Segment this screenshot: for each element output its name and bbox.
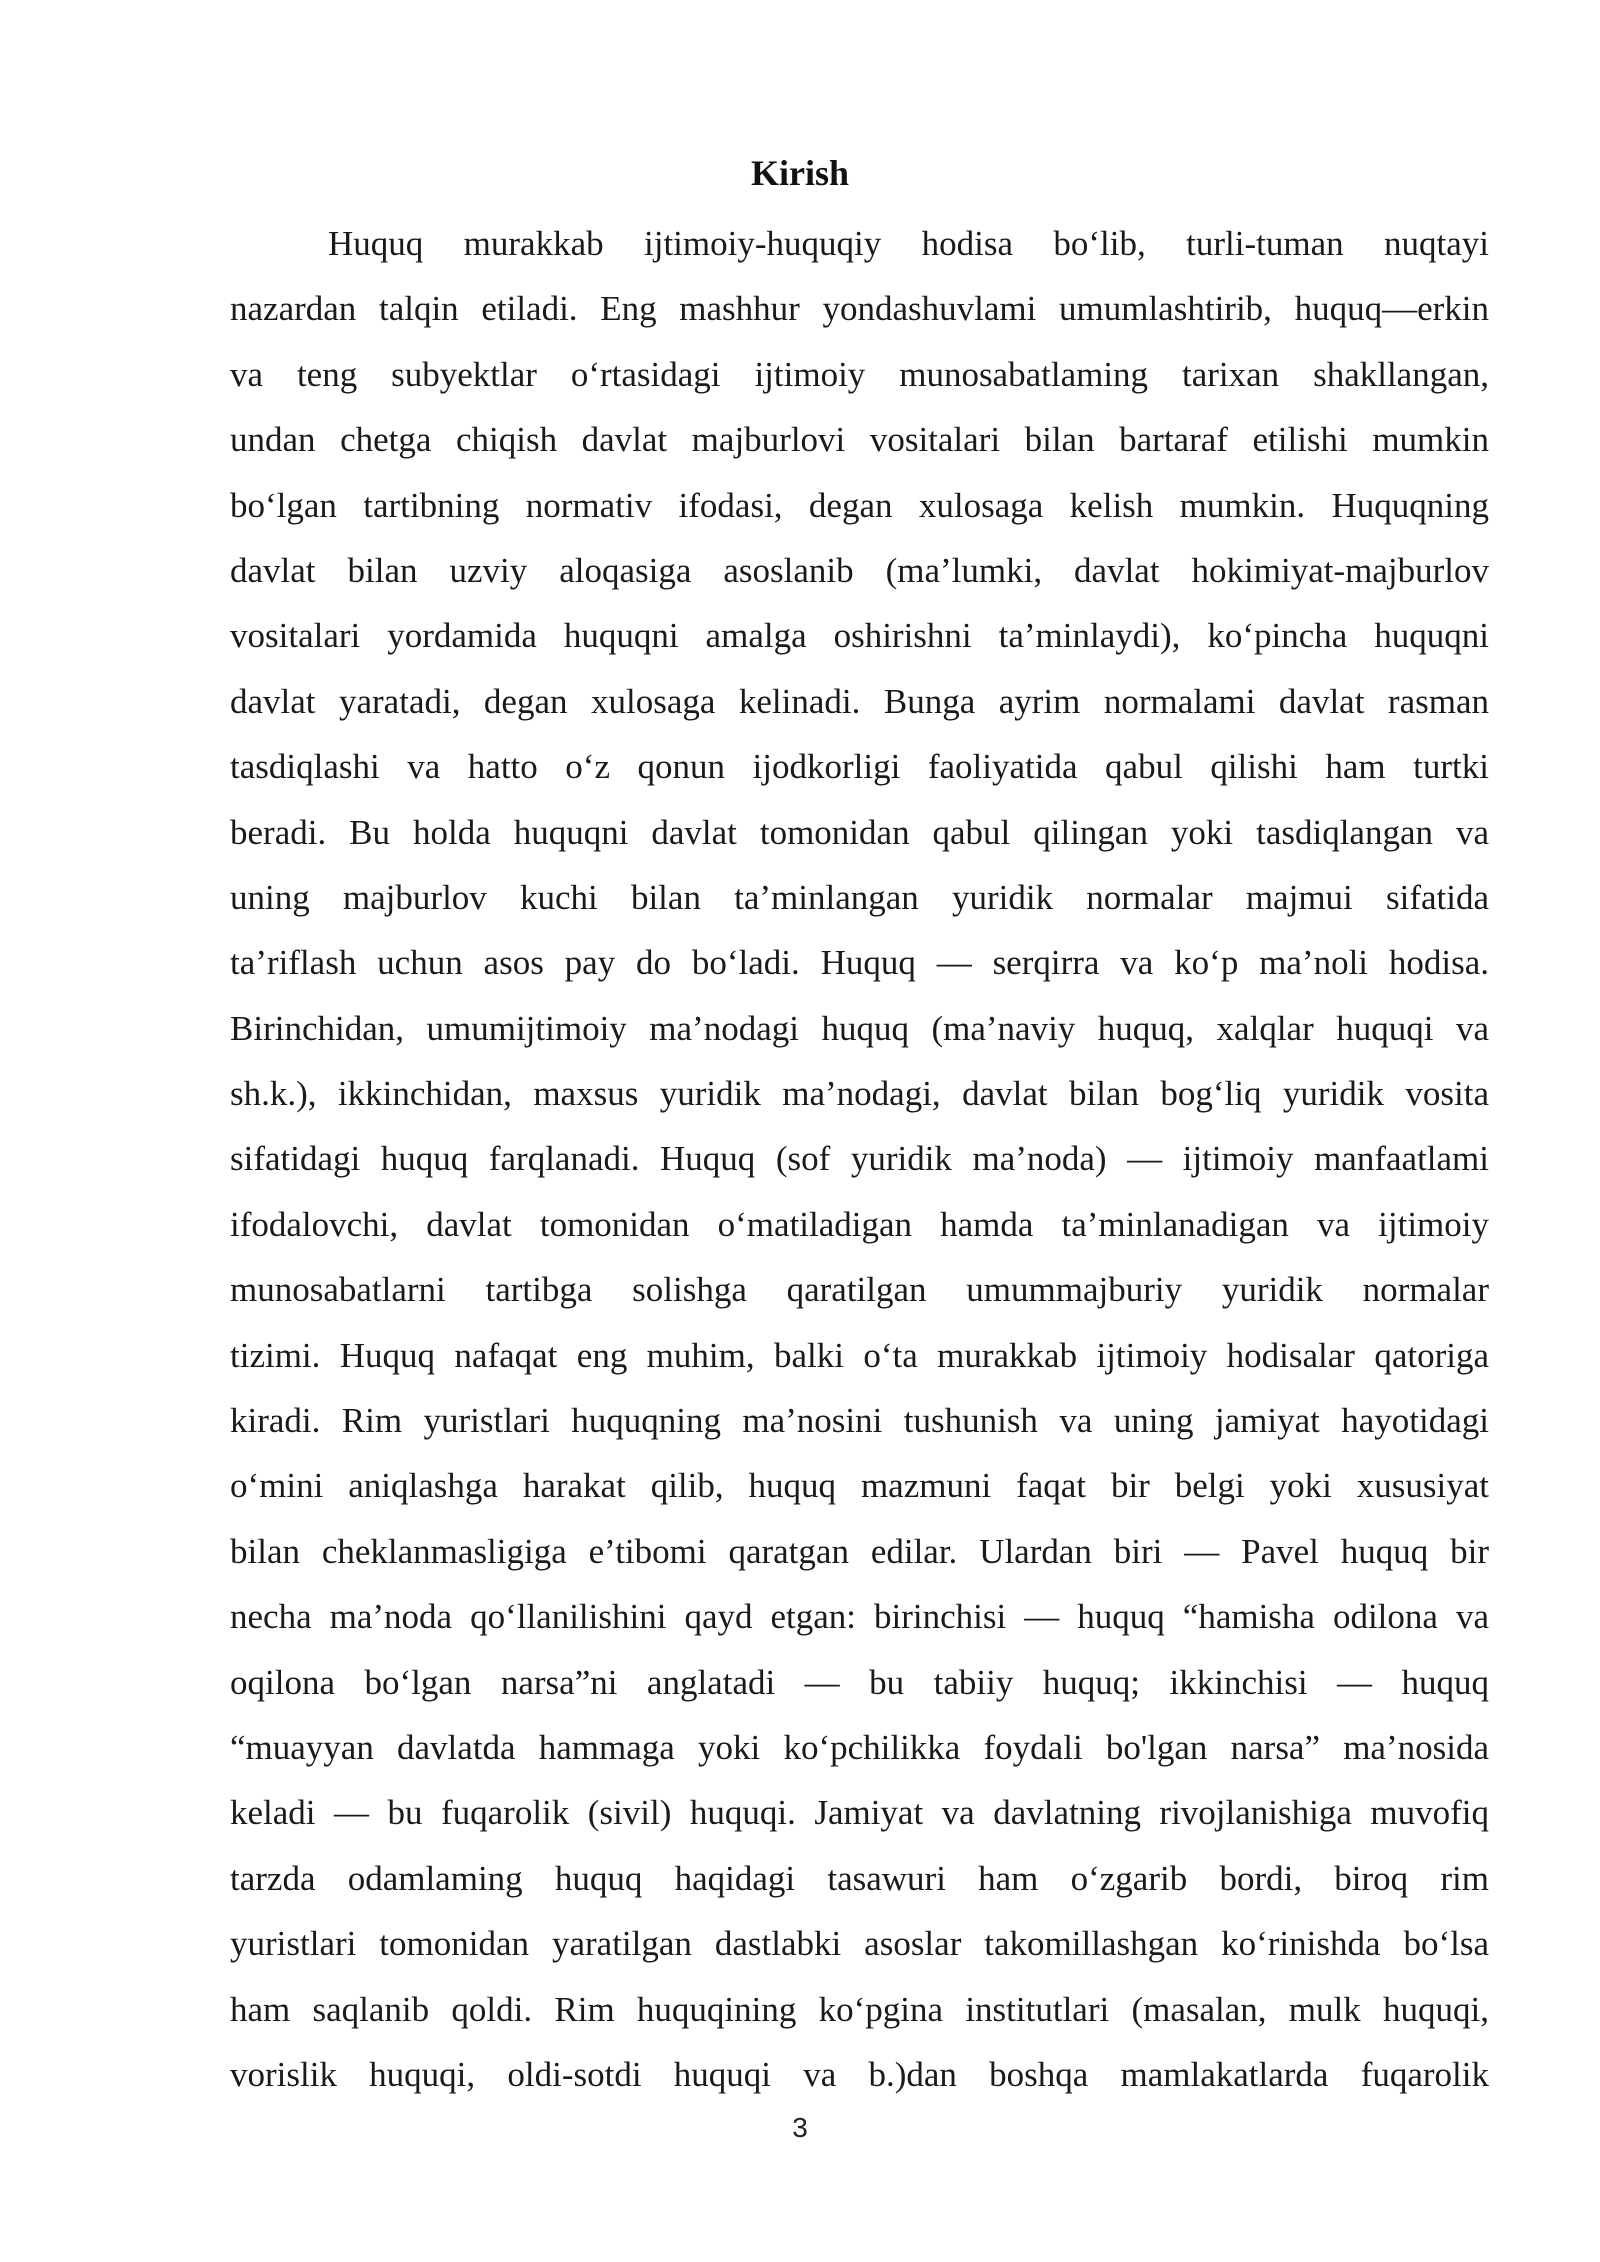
paragraph-line: keladi — bu fuqarolik (sivil) huquqi. Jamiyat va davlatning rivojlanishiga muvofiq <box>230 1793 1489 1833</box>
paragraph-line: ta’riflash uchun asos pay do bo‘ladi. Huquq — serqirra va ko‘p ma’noli hodisa. <box>230 943 1489 983</box>
paragraph-line: tarzda odamlaming huquq haqidagi tasawuri ham o‘zgarib bordi, biroq rim <box>230 1858 1489 1898</box>
paragraph-line: vorislik huquqi, oldi-sotdi huquqi va b.)dan boshqa mamlakatlarda fuqarolik <box>230 2054 1489 2094</box>
paragraph-line: sh.k.), ikkinchidan, maxsus yuridik ma’nodagi, davlat bilan bog‘liq yuridik vosita <box>230 1074 1489 1114</box>
paragraph-line: tizimi. Huquq nafaqat eng muhim, balki o‘ta murakkab ijtimoiy hodisalar qatoriga <box>230 1335 1489 1375</box>
paragraph-line: bo‘lgan tartibning normativ ifodasi, degan xulosaga kelish mumkin. Huquqning <box>230 485 1489 525</box>
paragraph-line: munosabatlarni tartibga solishga qaratilgan umummajburiy yuridik normalar <box>230 1270 1489 1310</box>
paragraph-line: o‘mini aniqlashga harakat qilib, huquq mazmuni faqat bir belgi yoki xususiyat <box>230 1466 1489 1506</box>
paragraph-line: oqilona bo‘lgan narsa”ni anglatadi — bu tabiiy huquq; ikkinchisi — huquq <box>230 1662 1489 1702</box>
body-paragraph <box>230 218 1489 2114</box>
paragraph-line: ifodalovchi, davlat tomonidan o‘matiladigan hamda ta’minlanadigan va ijtimoiy <box>230 1204 1489 1244</box>
paragraph-line: sifatidagi huquq farqlanadi. Huquq (sof yuridik ma’noda) — ijtimoiy manfaatlami <box>230 1139 1489 1179</box>
paragraph-line: nazardan talqin etiladi. Eng mashhur yondashuvlami umumlashtirib, huquq—erkin <box>230 289 1489 329</box>
section-heading: Kirish <box>750 153 849 193</box>
paragraph-line: bilan cheklanmasligiga e’tibomi qaratgan edilar. Ulardan biri — Pavel huquq bir <box>230 1531 1489 1571</box>
paragraph-line: “muayyan davlatda hammaga yoki ko‘pchilikka foydali bo'lgan narsa” ma’nosida <box>230 1727 1489 1767</box>
paragraph-line: va teng subyektlar o‘rtasidagi ijtimoiy munosabatlaming tarixan shakllangan, <box>230 354 1489 394</box>
paragraph-line: undan chetga chiqish davlat majburlovi vositalari bilan bartaraf etilishi mumkin <box>230 420 1489 460</box>
paragraph-line: kiradi. Rim yuristlari huquqning ma’nosini tushunish va uning jamiyat hayotidagi <box>230 1401 1489 1441</box>
paragraph-line: yuristlari tomonidan yaratilgan dastlabki asoslar takomillashgan ko‘rinishda bo‘lsa <box>230 1924 1489 1964</box>
paragraph-line: Huquq murakkab ijtimoiy-huquqiy hodisa bo‘lib, turli-tuman nuqtayi <box>328 224 1489 263</box>
paragraph-line: tasdiqlashi va hatto o‘z qonun ijodkorligi faoliyatida qabul qilishi ham turtki <box>230 747 1489 787</box>
paragraph-line: davlat bilan uzviy aloqasiga asoslanib (ma’lumki, davlat hokimiyat-majburlov <box>230 550 1489 590</box>
paragraph-line: necha ma’noda qo‘llanilishini qayd etgan: birinchisi — huquq “hamisha odilona va <box>230 1597 1489 1637</box>
paragraph-line: Birinchidan, umumijtimoiy ma’nodagi huquq (ma’naviy huquq, xalqlar huquqi va <box>230 1008 1489 1048</box>
paragraph-line: ham saqlanib qoldi. Rim huquqining ko‘pgina institutlari (masalan, mulk huquqi, <box>230 1989 1489 2029</box>
paragraph-line: uning majburlov kuchi bilan ta’minlangan yuridik normalar majmui sifatida <box>230 877 1489 917</box>
paragraph-line: davlat yaratadi, degan xulosaga kelinadi. Bunga ayrim normalami davlat rasman <box>230 681 1489 721</box>
paragraph-line: vositalari yordamida huquqni amalga oshirishni ta’minlaydi), ko‘pincha huquqni <box>230 616 1489 656</box>
paragraph-line: beradi. Bu holda huquqni davlat tomonidan qabul qilingan yoki tasdiqlangan va <box>230 812 1489 852</box>
page-number: 3 <box>792 2112 808 2143</box>
